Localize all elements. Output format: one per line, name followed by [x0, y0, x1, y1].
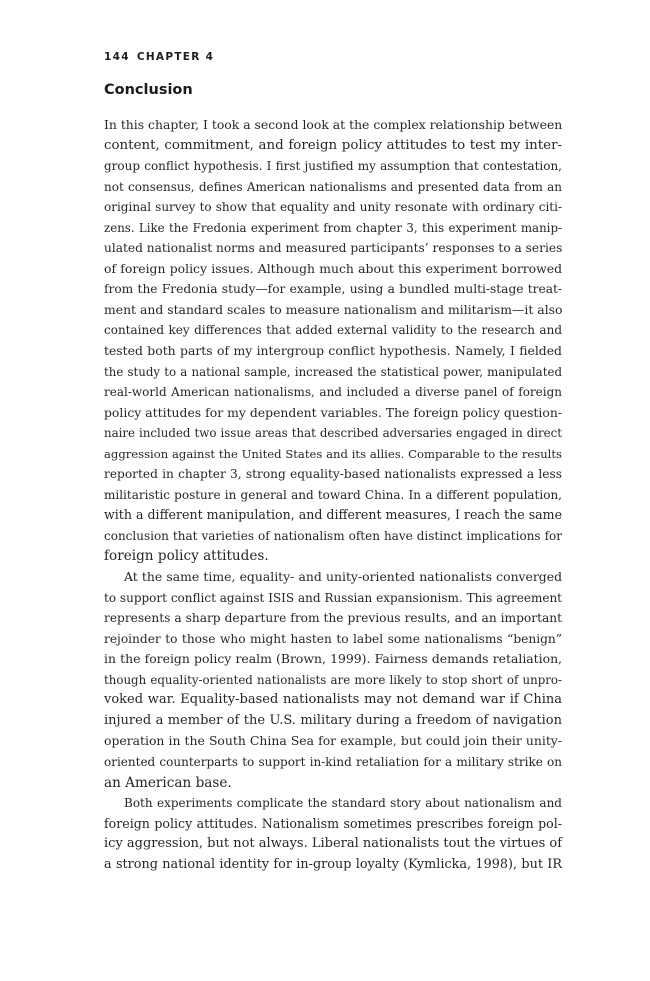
text-line: tested both parts of my intergroup conflict hypothesis. Namely, I fielded	[104, 343, 562, 359]
text-line: militaristic posture in general and toward China. In a different population,	[104, 487, 562, 502]
text-line: voked war. Equality-based nationalists may not demand war if China	[104, 692, 562, 708]
text-line: aggression against the United States and its allies. Comparable to the results	[104, 446, 562, 461]
text-line: not consensus, defines American nationalisms and presented data from an	[104, 179, 562, 194]
text-line: group conflict hypothesis. I first justified my assumption that contestation,	[104, 159, 562, 174]
text-line: content, commitment, and foreign policy attitudes to test my inter-	[104, 137, 562, 153]
section-heading: Conclusion	[104, 82, 193, 98]
chapter-label: CHAPTER 4	[136, 51, 215, 63]
text-line: represents a sharp departure from the previous results, and an important	[104, 611, 562, 626]
text-line: zens. Like the Fredonia experiment from chapter 3, this experiment manip-	[104, 220, 562, 235]
text-line: though equality-oriented nationalists are more likely to stop short of unpro-	[104, 672, 562, 687]
text-line: oriented counterparts to support in-kind retaliation for a military strike on	[104, 754, 562, 769]
text-line: of foreign policy issues. Although much about this experiment borrowed	[104, 260, 562, 276]
text-line: foreign policy attitudes. Nationalism sometimes prescribes foreign pol-	[104, 815, 562, 831]
text-line: a strong national identity for in-group loyalty (Kymlicka, 1998), but IR	[104, 856, 562, 872]
text-line: ulated nationalist norms and measured participants’ responses to a series	[104, 241, 563, 256]
text-line: conclusion that varieties of nationalism often have distinct implications for	[104, 528, 562, 543]
text-line: In this chapter, I took a second look at the complex relationship between	[104, 117, 563, 132]
text-line: in the foreign policy realm (Brown, 1999). Fairness demands retaliation,	[104, 651, 562, 667]
text-line: injured a member of the U.S. military during a freedom of navigation	[104, 712, 562, 728]
text-line: rejoinder to those who might hasten to label some nationalisms “benign”	[104, 631, 562, 646]
body-text	[104, 115, 562, 875]
text-line: icy aggression, but not always. Liberal nationalists tout the virtues of	[104, 836, 563, 852]
text-line: naire included two issue areas that described adversaries engaged in direct	[104, 426, 562, 441]
paragraph-2	[104, 567, 562, 793]
text-line: foreign policy attitudes.	[104, 548, 269, 565]
text-line: ment and standard scales to measure nationalism and militarism—it also	[104, 301, 563, 317]
text-line: the study to a national sample, increased the statistical power, manipulated	[104, 364, 562, 379]
text-line: reported in chapter 3, strong equality-based nationalists expressed a less	[104, 467, 562, 482]
text-line: with a different manipulation, and different measures, I reach the same	[104, 507, 563, 523]
text-line: real-world American nationalisms, and included a diverse panel of foreign	[104, 385, 562, 400]
text-line: contained key differences that added external validity to the research and	[104, 323, 562, 338]
text-line: policy attitudes for my dependent variables. The foreign policy question-	[104, 404, 562, 420]
text-line: original survey to show that equality and unity resonate with ordinary citi-	[104, 200, 562, 215]
paragraph-1	[104, 115, 562, 567]
paragraph-3	[104, 793, 562, 875]
text-line: Both experiments complicate the standard story about nationalism and	[124, 796, 562, 811]
text-line: operation in the South China Sea for example, but could join their unity-	[104, 733, 562, 749]
text-line: to support conflict against ISIS and Russian expansionism. This agreement	[104, 590, 562, 605]
text-line: At the same time, equality- and unity-oriented nationalists converged	[124, 569, 562, 585]
page-number: 144	[104, 51, 130, 63]
running-head	[104, 51, 214, 63]
text-line: an American base.	[104, 774, 232, 791]
text-line: from the Fredonia study—for example, using a bundled multi-stage treat-	[104, 282, 562, 297]
